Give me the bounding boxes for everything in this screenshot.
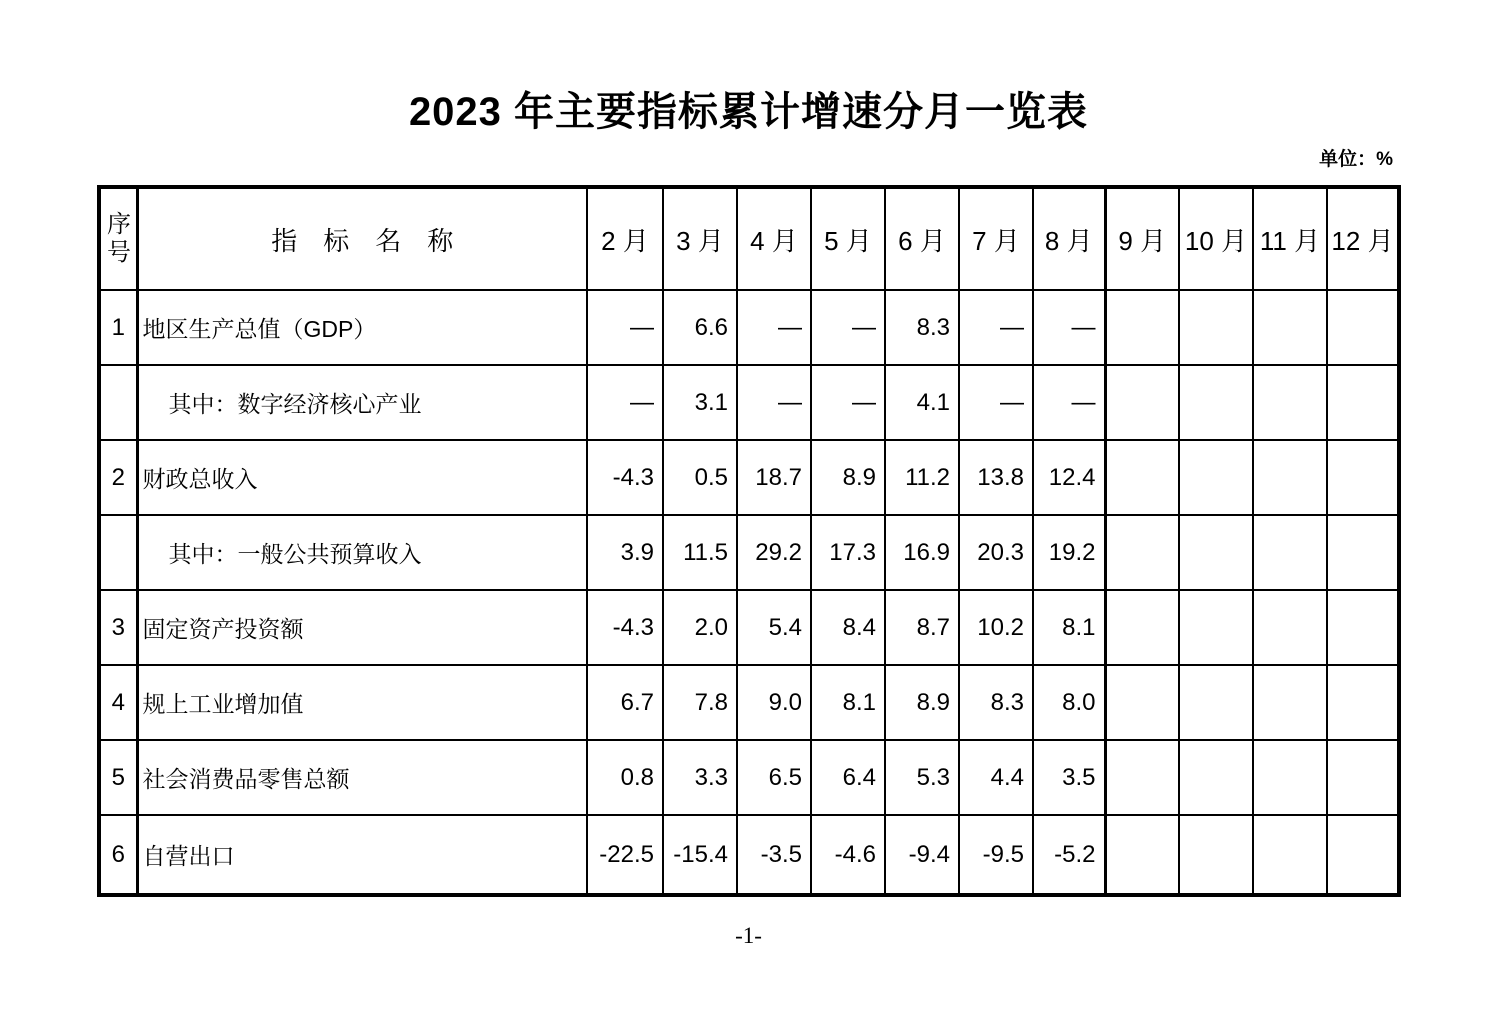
value-cell: — (587, 290, 663, 365)
header-month-12: 12 月 (1327, 187, 1399, 290)
indicators-table (97, 185, 1401, 897)
header-month-10: 10 月 (1179, 187, 1253, 290)
header-month-9: 9 月 (1105, 187, 1179, 290)
table-row (99, 515, 1399, 590)
value-cell: 8.3 (885, 290, 959, 365)
table-row (99, 665, 1399, 740)
value-cell (1179, 815, 1253, 895)
value-cell (1327, 590, 1399, 665)
table-row (99, 590, 1399, 665)
row-indicator: 自营出口 (137, 815, 587, 895)
row-indicator: 财政总收入 (137, 440, 587, 515)
value-cell (1105, 515, 1179, 590)
value-cell: 8.1 (811, 665, 885, 740)
value-cell (1327, 365, 1399, 440)
value-cell: — (959, 290, 1033, 365)
header-month-2: 2 月 (587, 187, 663, 290)
value-cell: 29.2 (737, 515, 811, 590)
value-cell (1179, 665, 1253, 740)
value-cell (1253, 440, 1327, 515)
value-cell (1253, 740, 1327, 815)
value-cell (1253, 365, 1327, 440)
value-cell: 8.7 (885, 590, 959, 665)
value-cell: 9.0 (737, 665, 811, 740)
value-cell: 18.7 (737, 440, 811, 515)
value-cell (1105, 590, 1179, 665)
value-cell (1179, 290, 1253, 365)
value-cell: -9.5 (959, 815, 1033, 895)
header-month-8: 8 月 (1033, 187, 1105, 290)
value-cell: — (587, 365, 663, 440)
value-cell: 4.4 (959, 740, 1033, 815)
value-cell: -4.3 (587, 440, 663, 515)
unit-label: 单位：% (1319, 149, 1393, 170)
value-cell: -4.3 (587, 590, 663, 665)
row-indicator: 社会消费品零售总额 (137, 740, 587, 815)
value-cell (1105, 665, 1179, 740)
value-cell: 17.3 (811, 515, 885, 590)
row-indicator: 其中：数字经济核心产业 (137, 365, 587, 440)
value-cell (1327, 440, 1399, 515)
value-cell: 20.3 (959, 515, 1033, 590)
page-number: -1- (735, 923, 762, 948)
page-title: 2023 年主要指标累计增速分月一览表 (408, 90, 1089, 134)
value-cell: — (811, 290, 885, 365)
table-row (99, 440, 1399, 515)
row-seq: 2 (99, 440, 137, 515)
row-seq: 3 (99, 590, 137, 665)
value-cell: 8.1 (1033, 590, 1105, 665)
value-cell: 13.8 (959, 440, 1033, 515)
header-indicator: 指 标 名 称 (137, 187, 587, 290)
value-cell: 2.0 (663, 590, 737, 665)
value-cell: 8.9 (811, 440, 885, 515)
row-seq (99, 365, 137, 440)
value-cell: 6.5 (737, 740, 811, 815)
value-cell: — (737, 365, 811, 440)
header-month-5: 5 月 (811, 187, 885, 290)
value-cell: 5.4 (737, 590, 811, 665)
header-month-7: 7 月 (959, 187, 1033, 290)
value-cell: 6.7 (587, 665, 663, 740)
value-cell (1253, 665, 1327, 740)
value-cell (1327, 815, 1399, 895)
value-cell (1105, 365, 1179, 440)
value-cell (1105, 440, 1179, 515)
table-row (99, 365, 1399, 440)
value-cell: 11.2 (885, 440, 959, 515)
value-cell: -9.4 (885, 815, 959, 895)
value-cell (1253, 290, 1327, 365)
value-cell (1253, 815, 1327, 895)
value-cell (1179, 440, 1253, 515)
value-cell: 0.5 (663, 440, 737, 515)
row-seq: 6 (99, 815, 137, 895)
value-cell (1105, 740, 1179, 815)
value-cell: 0.8 (587, 740, 663, 815)
row-indicator: 固定资产投资额 (137, 590, 587, 665)
table-row (99, 290, 1399, 365)
value-cell: 3.9 (587, 515, 663, 590)
table-header-row (99, 187, 1399, 290)
value-cell: -22.5 (587, 815, 663, 895)
value-cell: 8.3 (959, 665, 1033, 740)
row-seq: 4 (99, 665, 137, 740)
value-cell (1105, 815, 1179, 895)
value-cell: 19.2 (1033, 515, 1105, 590)
value-cell: — (959, 365, 1033, 440)
row-indicator: 地区生产总值（GDP） (137, 290, 587, 365)
row-indicator: 其中：一般公共预算收入 (137, 515, 587, 590)
table-row (99, 740, 1399, 815)
value-cell (1253, 590, 1327, 665)
value-cell (1179, 590, 1253, 665)
value-cell: 8.4 (811, 590, 885, 665)
value-cell: 3.5 (1033, 740, 1105, 815)
value-cell: — (1033, 365, 1105, 440)
value-cell (1327, 665, 1399, 740)
value-cell: 11.5 (663, 515, 737, 590)
value-cell: -3.5 (737, 815, 811, 895)
value-cell: 16.9 (885, 515, 959, 590)
value-cell: 3.3 (663, 740, 737, 815)
row-seq (99, 515, 137, 590)
value-cell: 12.4 (1033, 440, 1105, 515)
value-cell: 10.2 (959, 590, 1033, 665)
value-cell: 5.3 (885, 740, 959, 815)
row-seq: 1 (99, 290, 137, 365)
value-cell: — (811, 365, 885, 440)
value-cell: 6.6 (663, 290, 737, 365)
value-cell (1179, 365, 1253, 440)
value-cell: 4.1 (885, 365, 959, 440)
value-cell: -5.2 (1033, 815, 1105, 895)
value-cell: — (1033, 290, 1105, 365)
value-cell (1179, 740, 1253, 815)
value-cell: — (737, 290, 811, 365)
value-cell: -15.4 (663, 815, 737, 895)
header-month-3: 3 月 (663, 187, 737, 290)
value-cell (1327, 290, 1399, 365)
header-month-11: 11 月 (1253, 187, 1327, 290)
value-cell (1105, 290, 1179, 365)
value-cell: 8.9 (885, 665, 959, 740)
value-cell: 7.8 (663, 665, 737, 740)
value-cell: 3.1 (663, 365, 737, 440)
header-seq: 序号 (99, 187, 137, 290)
table-row (99, 815, 1399, 895)
value-cell (1327, 740, 1399, 815)
value-cell: 6.4 (811, 740, 885, 815)
value-cell (1179, 515, 1253, 590)
header-month-6: 6 月 (885, 187, 959, 290)
header-month-4: 4 月 (737, 187, 811, 290)
row-indicator: 规上工业增加值 (137, 665, 587, 740)
row-seq: 5 (99, 740, 137, 815)
value-cell: -4.6 (811, 815, 885, 895)
value-cell (1253, 515, 1327, 590)
value-cell: 8.0 (1033, 665, 1105, 740)
value-cell (1327, 515, 1399, 590)
